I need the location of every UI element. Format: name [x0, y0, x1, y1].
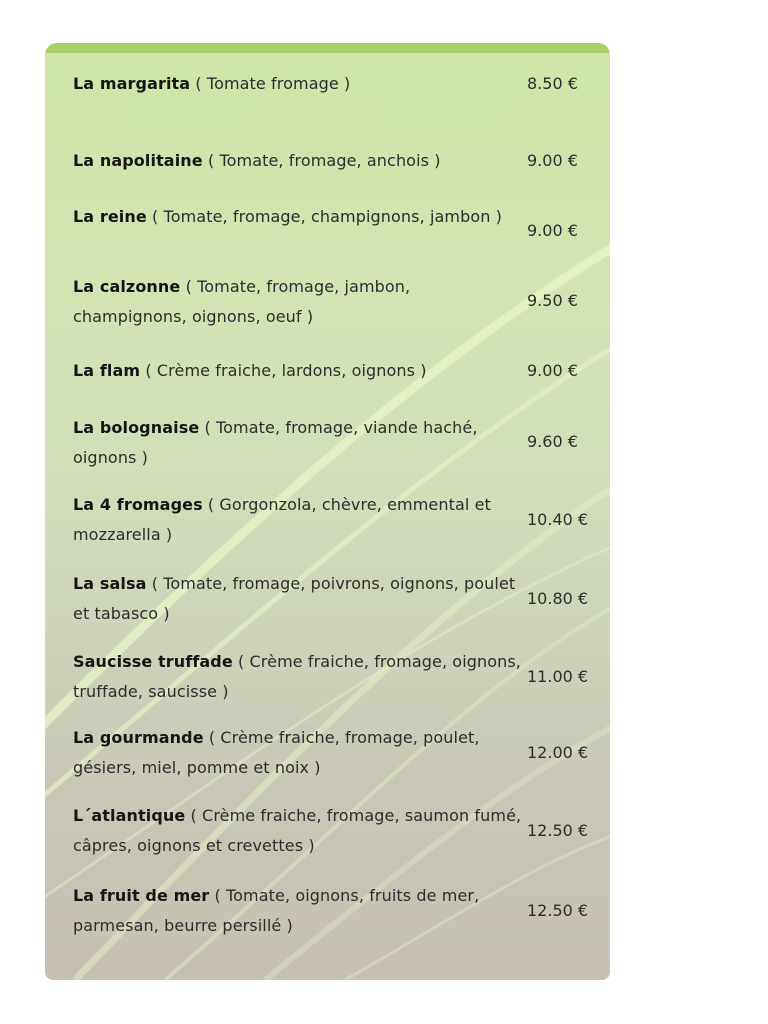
menu-item-text	[73, 801, 523, 861]
menu-item-text	[73, 69, 523, 99]
item-description: ( Crème fraiche, fromage, oignons, truffade, saucisse )	[73, 652, 521, 701]
menu-item-text	[73, 723, 523, 783]
menu-item-text	[73, 569, 523, 629]
item-name: L´atlantique	[73, 806, 186, 825]
menu-item-text	[73, 413, 523, 473]
menu-item-text	[73, 356, 523, 386]
item-description: ( Crème fraiche, fromage, poulet, gésiers, miel, pomme et noix )	[73, 728, 480, 777]
item-description: ( Crème fraiche, fromage, saumon fumé, câpres, oignons et crevettes )	[73, 806, 522, 855]
item-description: ( Tomate, fromage, champignons, jambon )	[152, 207, 503, 226]
item-price: 11.00 €	[527, 667, 589, 686]
item-description: ( Tomate, oignons, fruits de mer, parmesan, beurre persillé )	[73, 886, 480, 935]
item-price: 10.80 €	[527, 589, 589, 608]
item-name: La napolitaine	[73, 151, 203, 170]
item-description: ( Tomate, fromage, anchois )	[207, 151, 441, 170]
item-name: La margarita	[73, 74, 191, 93]
item-price: 9.50 €	[527, 291, 578, 310]
item-name: La bolognaise	[73, 418, 200, 437]
item-price: 12.00 €	[527, 743, 589, 762]
item-name: Saucisse truffade	[73, 652, 233, 671]
menu-item-text	[73, 881, 523, 941]
item-name: La 4 fromages	[73, 495, 203, 514]
item-description: ( Crème fraiche, lardons, oignons )	[145, 361, 427, 380]
item-price: 8.50 €	[527, 74, 578, 93]
pizza-menu-card	[45, 43, 610, 980]
item-description: ( Tomate, fromage, poivrons, oignons, poulet et tabasco )	[73, 574, 516, 623]
item-description: ( Gorgonzola, chèvre, emmental et mozzarella )	[73, 495, 491, 544]
item-name: La flam	[73, 361, 141, 380]
item-price: 9.00 €	[527, 361, 578, 380]
menu-item-list	[45, 43, 610, 980]
item-description: ( Tomate, fromage, viande haché, oignons )	[73, 418, 478, 467]
item-name: La gourmande	[73, 728, 204, 747]
item-name: La reine	[73, 207, 147, 226]
menu-item-text	[73, 272, 523, 332]
menu-item-text	[73, 490, 523, 550]
item-price: 9.00 €	[527, 151, 578, 170]
menu-item-text	[73, 647, 523, 707]
item-name: La salsa	[73, 574, 147, 593]
menu-item-text	[73, 146, 523, 176]
item-price: 9.00 €	[527, 221, 578, 240]
item-description: ( Tomate fromage )	[195, 74, 351, 93]
item-name: La fruit de mer	[73, 886, 210, 905]
item-price: 12.50 €	[527, 901, 589, 920]
item-price: 9.60 €	[527, 432, 578, 451]
item-price: 12.50 €	[527, 821, 589, 840]
item-name: La calzonne	[73, 277, 181, 296]
item-price: 10.40 €	[527, 510, 589, 529]
item-description: ( Tomate, fromage, jambon, champignons, oignons, oeuf )	[73, 277, 411, 326]
menu-item-text	[73, 202, 523, 232]
